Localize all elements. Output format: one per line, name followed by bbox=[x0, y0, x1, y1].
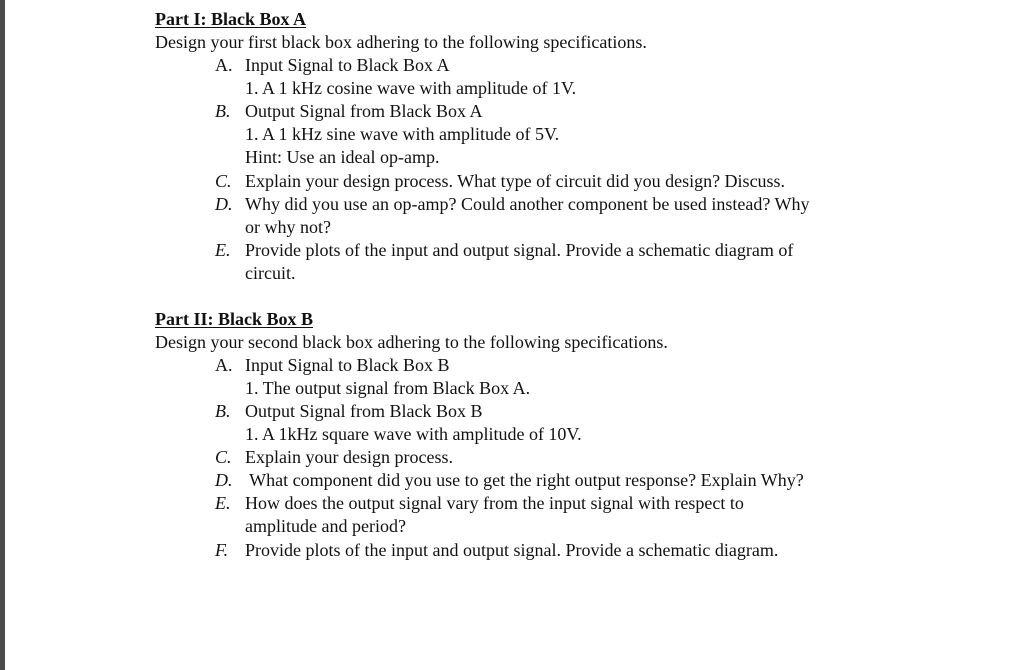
item-text: Output Signal from Black Box A bbox=[245, 101, 483, 121]
part2-item-c bbox=[215, 446, 453, 469]
part1-item-b-hint: Hint: Use an ideal op-amp. bbox=[245, 147, 440, 167]
part2-item-d bbox=[215, 469, 804, 492]
item-text: Why did you use an op-amp? Could another component be used instead? Why bbox=[245, 194, 810, 214]
part1-item-d bbox=[215, 193, 810, 216]
item-letter: C. bbox=[215, 171, 232, 191]
item-text: How does the output signal vary from the input signal with respect to bbox=[245, 493, 744, 513]
part2-intro: Design your second black box adhering to the following specifications. bbox=[155, 332, 668, 352]
item-letter: D. bbox=[215, 470, 233, 490]
part1-item-d-cont: or why not? bbox=[245, 217, 331, 237]
part1-item-b-sub1: 1. A 1 kHz sine wave with amplitude of 5V. bbox=[245, 124, 560, 144]
part1-item-c bbox=[215, 170, 785, 193]
item-text: Input Signal to Black Box A bbox=[245, 55, 450, 75]
part2-item-a bbox=[215, 354, 450, 377]
part1-item-e-cont: circuit. bbox=[245, 263, 296, 283]
item-text: Explain your design process. What type of circuit did you design? Discuss. bbox=[245, 171, 786, 191]
item-letter: D. bbox=[215, 194, 233, 214]
item-text: Input Signal to Black Box B bbox=[245, 355, 450, 375]
part2-item-e-cont: amplitude and period? bbox=[245, 516, 406, 536]
item-letter: E. bbox=[215, 493, 231, 513]
item-letter: C. bbox=[215, 447, 232, 467]
part2-heading: Part II: Black Box B bbox=[155, 309, 314, 329]
part1-item-b bbox=[215, 100, 483, 123]
part1-intro: Design your first black box adhering to the following specifications. bbox=[155, 32, 647, 52]
part2-item-f bbox=[215, 539, 778, 562]
item-letter: A. bbox=[215, 55, 233, 75]
part1-item-e bbox=[215, 239, 793, 262]
item-text: Explain your design process. bbox=[245, 447, 453, 467]
item-letter: B. bbox=[215, 401, 231, 421]
item-text: Provide plots of the input and output signal. Provide a schematic diagram. bbox=[245, 540, 779, 560]
item-letter: E. bbox=[215, 240, 231, 260]
item-letter: F. bbox=[215, 540, 229, 560]
part2-item-b bbox=[215, 400, 483, 423]
item-text: Output Signal from Black Box B bbox=[245, 401, 483, 421]
item-letter: B. bbox=[215, 101, 231, 121]
item-text: Provide plots of the input and output signal. Provide a schematic diagram of bbox=[245, 240, 794, 260]
part1-item-a-sub1: 1. A 1 kHz cosine wave with amplitude of 1V. bbox=[245, 78, 577, 98]
part1-item-a bbox=[215, 54, 450, 77]
part2-item-a-sub1: 1. The output signal from Black Box A. bbox=[245, 378, 531, 398]
part2-item-e bbox=[215, 492, 744, 515]
item-text: What component did you use to get the right output response? Explain Why? bbox=[245, 470, 804, 490]
part1-heading: Part I: Black Box A bbox=[155, 9, 306, 29]
part2-item-b-sub1: 1. A 1kHz square wave with amplitude of 10V. bbox=[245, 424, 582, 444]
item-letter: A. bbox=[215, 355, 233, 375]
